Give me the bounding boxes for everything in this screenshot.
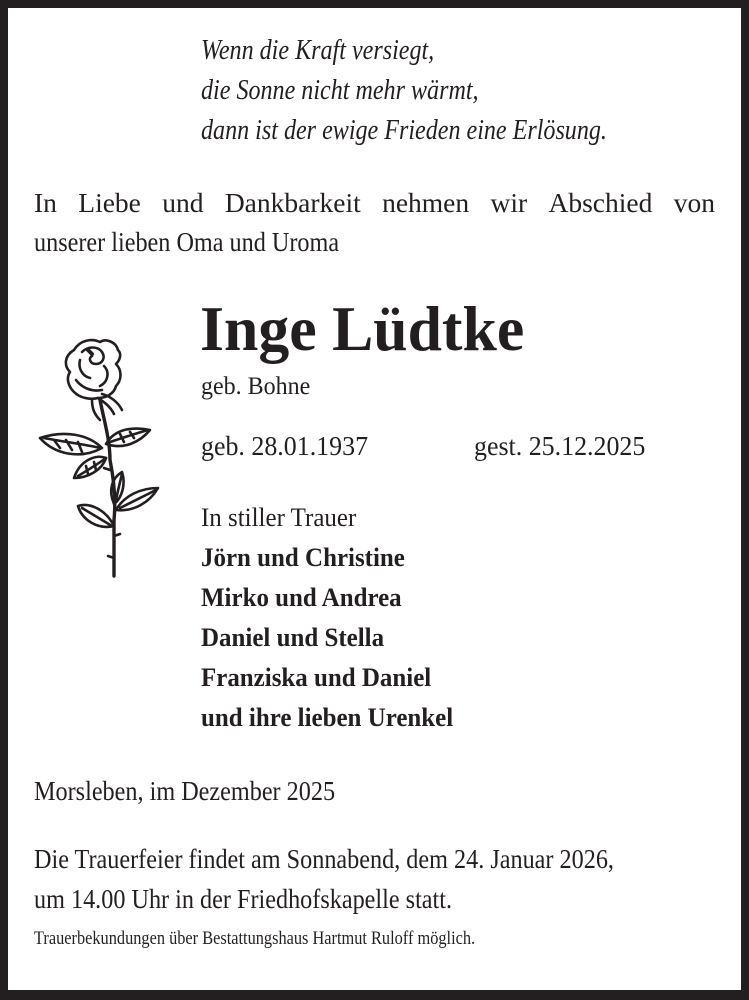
intro-word: In [34,187,57,218]
mourner-name: und ihre lieben Urenkel [201,703,454,732]
mourners-heading: In stiller Trauer [201,503,357,532]
intro-word: von [673,187,715,218]
intro-word: Abschied [548,187,653,218]
place-date: Morsleben, im Dezember 2025 [34,775,336,806]
deceased-name: Inge Lüdtke [200,294,525,364]
death-date: gest. 25.12.2025 [474,431,646,461]
intro-line-2: unserer lieben Oma und Uroma [34,226,340,257]
poem-line-1: Wenn die Kraft versiegt, [201,35,435,66]
rose-icon [30,330,170,580]
funeral-line-2: um 14.00 Uhr in der Friedhofskapelle statt. [34,883,453,914]
maiden-name: geb. Bohne [201,373,311,400]
condolences-note: Trauerbekundungen über Bestattungshaus Hartmut Ruloff möglich. [34,928,476,949]
poem-line-3: dann ist der ewige Frieden eine Erlösung. [201,115,607,146]
intro-word: und [162,187,204,218]
poem-line-2: die Sonne nicht mehr wärmt, [201,75,479,106]
intro-line-1 [34,189,715,217]
intro-word: Liebe [78,187,141,218]
funeral-line-1: Die Trauerfeier findet am Sonnabend, dem 24. Januar 2026, [34,843,614,874]
mourner-name: Jörn und Christine [201,543,405,572]
intro-word: Dankbarkeit [224,187,361,218]
intro-word: nehmen [382,187,470,218]
birth-date: geb. 28.01.1937 [201,431,369,461]
intro-word: wir [490,187,528,218]
mourner-name: Franziska und Daniel [201,663,432,692]
mourner-name: Daniel und Stella [201,623,385,652]
mourner-name: Mirko und Andrea [201,583,402,612]
